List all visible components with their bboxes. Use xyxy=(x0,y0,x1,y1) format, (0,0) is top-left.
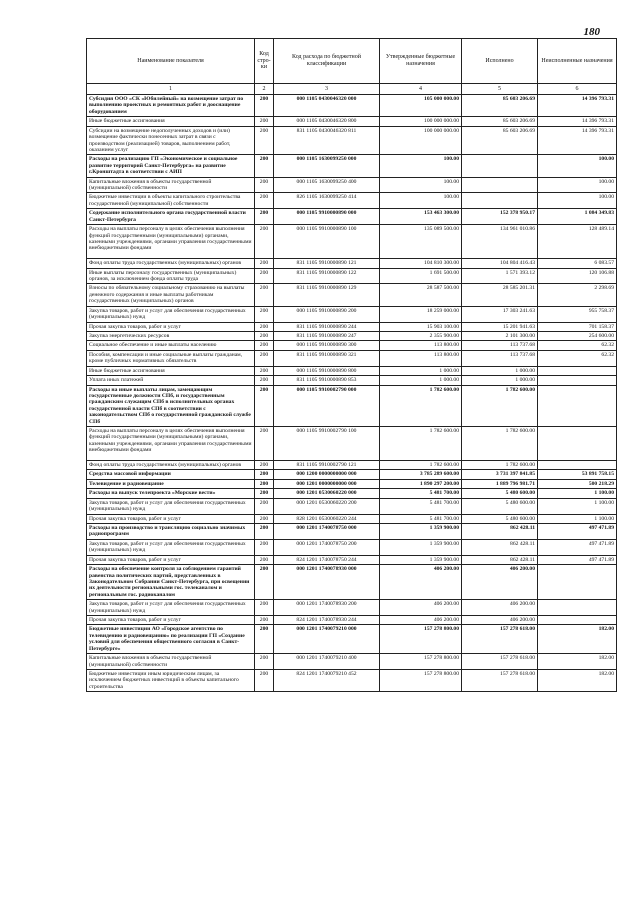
approved-amount-cell: 1 359 900.00 xyxy=(380,523,462,539)
budget-code-cell: 000 1201 1740079210 000 xyxy=(274,625,380,654)
line-code-cell: 200 xyxy=(255,331,274,340)
executed-amount-cell: 28 585 201.31 xyxy=(462,284,538,306)
line-code-cell: 200 xyxy=(255,350,274,366)
executed-amount-cell: 5 480 600.00 xyxy=(462,498,538,514)
line-code-cell: 200 xyxy=(255,177,274,193)
column-number: 6 xyxy=(538,84,617,95)
line-code-cell: 200 xyxy=(255,268,274,284)
indicator-name-cell: Фонд оплаты труда государственных (муниципальных) органов xyxy=(87,461,255,470)
indicator-name-cell: Субсидия ООО «СК «Юбилейный» на возмещение затрат по выполнению проектных и ремонтных работ и дооснащение оборудованием xyxy=(87,95,255,117)
unexecuted-amount-cell: 497 471.89 xyxy=(538,555,617,564)
column-number-row xyxy=(87,84,617,95)
line-code-cell: 200 xyxy=(255,376,274,385)
executed-amount-cell: 5 480 600.00 xyxy=(462,514,538,523)
indicator-name-cell: Закупка товаров, работ и услуг для обеспечения государственных (муниципальных) нужд xyxy=(87,498,255,514)
line-code-cell: 200 xyxy=(255,600,274,616)
budget-code-cell: 831 1105 9910000890 129 xyxy=(274,284,380,306)
budget-code-cell: 824 1201 1740078750 244 xyxy=(274,555,380,564)
indicator-name-cell: Уплата иных платежей xyxy=(87,376,255,385)
approved-amount-cell: 1 000.00 xyxy=(380,376,462,385)
budget-code-cell: 000 1201 1740078930 000 xyxy=(274,565,380,600)
approved-amount-cell: 15 903 100.00 xyxy=(380,322,462,331)
column-number: 2 xyxy=(255,84,274,95)
table-row xyxy=(87,193,617,209)
approved-amount-cell: 406 200.00 xyxy=(380,565,462,600)
table-row xyxy=(87,95,617,117)
column-header-indicator-name: Наименование показателя xyxy=(87,39,255,84)
indicator-name-cell: Закупка товаров, работ и услуг для обеспечения государственных (муниципальных) нужд xyxy=(87,539,255,555)
unexecuted-amount-cell: 6 083.57 xyxy=(538,259,617,268)
approved-amount-cell: 1 890 297 200.00 xyxy=(380,479,462,488)
approved-amount-cell: 5 481 700.00 xyxy=(380,514,462,523)
approved-amount-cell: 1 359 900.00 xyxy=(380,539,462,555)
column-header-line-code: Код стро-ки xyxy=(255,39,274,84)
indicator-name-cell: Средства массовой информации xyxy=(87,470,255,479)
budget-code-cell: 000 1105 0430046320 000 xyxy=(274,95,380,117)
table-row xyxy=(87,461,617,470)
budget-code-cell: 000 1105 1630099250 400 xyxy=(274,177,380,193)
table-row xyxy=(87,600,617,616)
approved-amount-cell: 100 000 000.00 xyxy=(380,117,462,126)
indicator-name-cell: Расходы на выплаты персоналу в целях обеспечения выполнения функций государственными (муниципальными) органами, казенными учреждениями, органами управления государственными внебюджетными фондами xyxy=(87,427,255,461)
budget-code-cell: 000 1201 0530060220 200 xyxy=(274,498,380,514)
budget-code-cell: 831 1105 9910000890 122 xyxy=(274,268,380,284)
approved-amount-cell: 18 259 000.00 xyxy=(380,306,462,322)
indicator-name-cell: Телевидение и радиовещание xyxy=(87,479,255,488)
indicator-name-cell: Расходы на выпуск телепроекта «Морские вести» xyxy=(87,489,255,498)
column-number: 4 xyxy=(380,84,462,95)
line-code-cell: 200 xyxy=(255,95,274,117)
indicator-name-cell: Расходы на производство и трансляцию социально значимых радиопрограмм xyxy=(87,523,255,539)
budget-code-cell: 000 1201 0530060220 000 xyxy=(274,489,380,498)
indicator-name-cell: Прочая закупка товаров, работ и услуг xyxy=(87,555,255,564)
table-row xyxy=(87,479,617,488)
unexecuted-amount-cell: 62.32 xyxy=(538,350,617,366)
indicator-name-cell: Прочая закупка товаров, работ и услуг xyxy=(87,616,255,625)
table-row xyxy=(87,126,617,155)
executed-amount-cell xyxy=(462,177,538,193)
budget-code-cell: 000 1105 9910000890 300 xyxy=(274,341,380,350)
line-code-cell: 200 xyxy=(255,385,274,427)
budget-code-cell: 824 1201 1740078930 244 xyxy=(274,616,380,625)
unexecuted-amount-cell: 701 158.37 xyxy=(538,322,617,331)
table-row xyxy=(87,385,617,427)
unexecuted-amount-cell xyxy=(538,565,617,600)
table-row xyxy=(87,155,617,177)
executed-amount-cell: 15 201 941.63 xyxy=(462,322,538,331)
unexecuted-amount-cell xyxy=(538,366,617,375)
budget-code-cell: 000 1201 1740078750 200 xyxy=(274,539,380,555)
column-header-unexecuted: Неисполненные назначения xyxy=(538,39,617,84)
column-number: 3 xyxy=(274,84,380,95)
executed-amount-cell: 1 782 600.00 xyxy=(462,427,538,461)
budget-code-cell: 826 1105 1630099250 414 xyxy=(274,193,380,209)
unexecuted-amount-cell: 1 100.00 xyxy=(538,514,617,523)
approved-amount-cell: 5 481 700.00 xyxy=(380,489,462,498)
executed-amount-cell: 157 278 618.00 xyxy=(462,670,538,692)
table-row xyxy=(87,350,617,366)
executed-amount-cell: 862 428.11 xyxy=(462,523,538,539)
line-code-cell: 200 xyxy=(255,209,274,225)
indicator-name-cell: Социальное обеспечение и иные выплаты населению xyxy=(87,341,255,350)
unexecuted-amount-cell xyxy=(538,385,617,427)
table-row xyxy=(87,625,617,654)
indicator-name-cell: Бюджетные инвестиции АО «Городское агентство по телевидению и радиовещанию» по реализации ГП «Создание условий для обеспечения общественного согласия в Санкт-Петербурге» xyxy=(87,625,255,654)
unexecuted-amount-cell: 100.00 xyxy=(538,177,617,193)
indicator-name-cell: Фонд оплаты труда государственных (муниципальных) органов xyxy=(87,259,255,268)
approved-amount-cell: 5 481 700.00 xyxy=(380,498,462,514)
approved-amount-cell: 113 800.00 xyxy=(380,350,462,366)
indicator-name-cell: Расходы на реализацию ГП «Экономическое и социальное развитие территорий Санкт-Петербурга» на развитие г.Кронштадта в соответствии с АИП xyxy=(87,155,255,177)
unexecuted-amount-cell: 14 396 793.31 xyxy=(538,117,617,126)
line-code-cell: 200 xyxy=(255,341,274,350)
budget-code-cell: 000 1200 0000000000 000 xyxy=(274,470,380,479)
table-row xyxy=(87,470,617,479)
budget-code-cell: 000 1105 9910000890 800 xyxy=(274,366,380,375)
unexecuted-amount-cell: 500 218.29 xyxy=(538,479,617,488)
table-row xyxy=(87,555,617,564)
approved-amount-cell: 406 200.00 xyxy=(380,600,462,616)
executed-amount-cell: 1 571 393.12 xyxy=(462,268,538,284)
indicator-name-cell: Взносы по обязательному социальному страхованию на выплаты денежного содержания и иные выплаты работникам государственных (муниципальных) органов xyxy=(87,284,255,306)
approved-amount-cell: 1 359 900.00 xyxy=(380,555,462,564)
approved-amount-cell: 100.00 xyxy=(380,177,462,193)
line-code-cell: 200 xyxy=(255,498,274,514)
indicator-name-cell: Иные выплаты персоналу государственных (муниципальных) органов, за исключением фонда оплаты труда xyxy=(87,268,255,284)
unexecuted-amount-cell: 120 106.88 xyxy=(538,268,617,284)
approved-amount-cell: 100 000 000.00 xyxy=(380,126,462,155)
table-row xyxy=(87,616,617,625)
executed-amount-cell: 5 480 600.00 xyxy=(462,489,538,498)
budget-code-cell: 000 1105 0430046320 800 xyxy=(274,117,380,126)
indicator-name-cell: Капитальные вложения в объекты государственной (муниципальной) собственности xyxy=(87,177,255,193)
executed-amount-cell: 157 278 618.00 xyxy=(462,654,538,670)
line-code-cell: 200 xyxy=(255,427,274,461)
approved-amount-cell: 100.00 xyxy=(380,155,462,177)
table-row xyxy=(87,284,617,306)
unexecuted-amount-cell: 182.00 xyxy=(538,625,617,654)
approved-amount-cell: 135 089 500.00 xyxy=(380,225,462,259)
line-code-cell: 200 xyxy=(255,625,274,654)
table-row xyxy=(87,565,617,600)
executed-amount-cell: 1 889 796 981.71 xyxy=(462,479,538,488)
executed-amount-cell: 85 603 206.69 xyxy=(462,117,538,126)
table-row xyxy=(87,209,617,225)
table-row xyxy=(87,341,617,350)
unexecuted-amount-cell: 53 891 758.15 xyxy=(538,470,617,479)
approved-amount-cell: 113 800.00 xyxy=(380,341,462,350)
indicator-name-cell: Закупка энергетических ресурсов xyxy=(87,331,255,340)
approved-amount-cell: 157 278 800.00 xyxy=(380,625,462,654)
table-row xyxy=(87,539,617,555)
line-code-cell: 200 xyxy=(255,259,274,268)
indicator-name-cell: Капитальные вложения в объекты государственной (муниципальной) собственности xyxy=(87,654,255,670)
table-row xyxy=(87,117,617,126)
executed-amount-cell: 1 782 600.00 xyxy=(462,385,538,427)
budget-code-cell: 000 1201 1740079210 400 xyxy=(274,654,380,670)
table-row xyxy=(87,654,617,670)
approved-amount-cell: 153 463 300.00 xyxy=(380,209,462,225)
unexecuted-amount-cell: 100.00 xyxy=(538,193,617,209)
executed-amount-cell: 17 303 241.63 xyxy=(462,306,538,322)
executed-amount-cell: 406 200.00 xyxy=(462,616,538,625)
table-row xyxy=(87,366,617,375)
approved-amount-cell: 1 782 600.00 xyxy=(380,385,462,427)
indicator-name-cell: Расходы на иные выплаты лицам, замещающим государственные должности СПб, и государственным гражданским служащим СПб в исполнительных органах государственной власти СПб в соответствии с законодательством СПб о государственной гражданской службе СПб xyxy=(87,385,255,427)
unexecuted-amount-cell: 2 298.69 xyxy=(538,284,617,306)
line-code-cell: 200 xyxy=(255,565,274,600)
table-row xyxy=(87,514,617,523)
budget-code-cell: 000 1105 1630099250 000 xyxy=(274,155,380,177)
indicator-name-cell: Закупка товаров, работ и услуг для обеспечения государственных (муниципальных) нужд xyxy=(87,600,255,616)
unexecuted-amount-cell: 14 396 793.31 xyxy=(538,95,617,117)
line-code-cell: 200 xyxy=(255,514,274,523)
approved-amount-cell: 1 782 600.00 xyxy=(380,427,462,461)
approved-amount-cell: 105 000 000.00 xyxy=(380,95,462,117)
page-number: 180 xyxy=(583,26,600,38)
budget-code-cell: 831 1105 9910000890 121 xyxy=(274,259,380,268)
table-row xyxy=(87,376,617,385)
line-code-cell: 200 xyxy=(255,539,274,555)
line-code-cell: 200 xyxy=(255,670,274,692)
unexecuted-amount-cell: 955 758.37 xyxy=(538,306,617,322)
indicator-name-cell: Бюджетные инвестиции в объекты капитального строительства государственной (муниципальной) собственности xyxy=(87,193,255,209)
budget-code-cell: 828 1201 0530060220 244 xyxy=(274,514,380,523)
executed-amount-cell: 152 378 950.17 xyxy=(462,209,538,225)
executed-amount-cell: 862 428.11 xyxy=(462,539,538,555)
executed-amount-cell: 134 961 010.86 xyxy=(462,225,538,259)
executed-amount-cell: 113 737.68 xyxy=(462,350,538,366)
indicator-name-cell: Расходы на обеспечение контроля за соблюдением гарантий равенства политических партий, представленных в Законодательном Собрании Санкт-Петербурга, при освещении их деятельности региональными гос. телеканалом и региональным гос. радиоканалом xyxy=(87,565,255,600)
indicator-name-cell: Прочая закупка товаров, работ и услуг xyxy=(87,514,255,523)
line-code-cell: 200 xyxy=(255,155,274,177)
indicator-name-cell: Прочая закупка товаров, работ и услуг xyxy=(87,322,255,331)
unexecuted-amount-cell xyxy=(538,600,617,616)
budget-code-cell: 000 1105 9910002790 100 xyxy=(274,427,380,461)
executed-amount-cell: 2 101 300.00 xyxy=(462,331,538,340)
indicator-name-cell: Иные бюджетные ассигнования xyxy=(87,117,255,126)
table-row xyxy=(87,322,617,331)
executed-amount-cell: 406 200.00 xyxy=(462,565,538,600)
approved-amount-cell: 104 810 300.00 xyxy=(380,259,462,268)
executed-amount-cell: 862 428.11 xyxy=(462,555,538,564)
line-code-cell: 200 xyxy=(255,616,274,625)
unexecuted-amount-cell: 1 100.00 xyxy=(538,498,617,514)
unexecuted-amount-cell: 254 600.00 xyxy=(538,331,617,340)
unexecuted-amount-cell: 182.00 xyxy=(538,670,617,692)
indicator-name-cell: Иные бюджетные ассигнования xyxy=(87,366,255,375)
table-body xyxy=(87,95,617,692)
line-code-cell: 200 xyxy=(255,126,274,155)
line-code-cell: 200 xyxy=(255,366,274,375)
budget-code-cell: 000 1201 1740078750 000 xyxy=(274,523,380,539)
executed-amount-cell xyxy=(462,193,538,209)
table-row xyxy=(87,177,617,193)
budget-code-cell: 000 1201 0000000000 000 xyxy=(274,479,380,488)
budget-code-cell: 831 1105 9910000890 853 xyxy=(274,376,380,385)
table-row xyxy=(87,331,617,340)
line-code-cell: 200 xyxy=(255,479,274,488)
budget-code-cell: 831 1105 9910000890 247 xyxy=(274,331,380,340)
column-header-executed: Исполнено xyxy=(462,39,538,84)
executed-amount-cell: 406 200.00 xyxy=(462,600,538,616)
budget-code-cell: 831 1105 9910002790 121 xyxy=(274,461,380,470)
unexecuted-amount-cell xyxy=(538,616,617,625)
executed-amount-cell: 104 804 416.43 xyxy=(462,259,538,268)
column-number: 5 xyxy=(462,84,538,95)
column-number: 1 xyxy=(87,84,255,95)
budget-code-cell: 831 1105 9910000890 321 xyxy=(274,350,380,366)
unexecuted-amount-cell: 14 396 793.31 xyxy=(538,126,617,155)
unexecuted-amount-cell xyxy=(538,461,617,470)
executed-amount-cell: 1 000.00 xyxy=(462,366,538,375)
line-code-cell: 200 xyxy=(255,117,274,126)
line-code-cell: 200 xyxy=(255,654,274,670)
table-row xyxy=(87,489,617,498)
column-header-budget-code: Код расхода по бюджетной классификации xyxy=(274,39,380,84)
approved-amount-cell: 1 691 500.00 xyxy=(380,268,462,284)
approved-amount-cell: 3 785 289 600.00 xyxy=(380,470,462,479)
table-header-row xyxy=(87,39,617,84)
executed-amount-cell xyxy=(462,155,538,177)
executed-amount-cell: 1 782 600.00 xyxy=(462,461,538,470)
table-row xyxy=(87,268,617,284)
table-row xyxy=(87,523,617,539)
indicator-name-cell: Бюджетные инвестиции иным юридическим лицам, за исключением бюджетных инвестиций в объекты капитального строительства xyxy=(87,670,255,692)
indicator-name-cell: Закупка товаров, работ и услуг для обеспечения государственных (муниципальных) нужд xyxy=(87,306,255,322)
unexecuted-amount-cell: 100.00 xyxy=(538,155,617,177)
executed-amount-cell: 113 737.68 xyxy=(462,341,538,350)
executed-amount-cell: 157 278 618.00 xyxy=(462,625,538,654)
unexecuted-amount-cell: 128 489.14 xyxy=(538,225,617,259)
unexecuted-amount-cell: 1 100.00 xyxy=(538,489,617,498)
budget-code-cell: 831 1105 9910000890 244 xyxy=(274,322,380,331)
approved-amount-cell: 157 278 800.00 xyxy=(380,670,462,692)
budget-code-cell: 831 1105 0430046320 811 xyxy=(274,126,380,155)
budget-code-cell: 000 1201 1740078930 200 xyxy=(274,600,380,616)
indicator-name-cell: Содержание исполнительного органа государственной власти Санкт-Петербурга xyxy=(87,209,255,225)
unexecuted-amount-cell xyxy=(538,427,617,461)
indicator-name-cell: Пособия, компенсации и иные социальные выплаты гражданам, кроме публичных нормативных обязательств xyxy=(87,350,255,366)
unexecuted-amount-cell xyxy=(538,376,617,385)
budget-code-cell: 824 1201 1740079210 452 xyxy=(274,670,380,692)
approved-amount-cell: 157 278 800.00 xyxy=(380,654,462,670)
executed-amount-cell: 85 603 206.69 xyxy=(462,95,538,117)
line-code-cell: 200 xyxy=(255,461,274,470)
table-row xyxy=(87,427,617,461)
unexecuted-amount-cell: 62.32 xyxy=(538,341,617,350)
unexecuted-amount-cell: 497 471.89 xyxy=(538,539,617,555)
line-code-cell: 200 xyxy=(255,193,274,209)
approved-amount-cell: 2 355 900.00 xyxy=(380,331,462,340)
line-code-cell: 200 xyxy=(255,470,274,479)
budget-execution-table xyxy=(86,38,617,692)
unexecuted-amount-cell: 497 471.89 xyxy=(538,523,617,539)
executed-amount-cell: 3 731 397 841.85 xyxy=(462,470,538,479)
table-row xyxy=(87,225,617,259)
line-code-cell: 200 xyxy=(255,555,274,564)
budget-code-cell: 000 1105 9910002790 000 xyxy=(274,385,380,427)
budget-code-cell: 000 1105 9910000890 000 xyxy=(274,209,380,225)
table-row xyxy=(87,306,617,322)
approved-amount-cell: 28 587 500.00 xyxy=(380,284,462,306)
budget-code-cell: 000 1105 9910000890 100 xyxy=(274,225,380,259)
approved-amount-cell: 1 782 600.00 xyxy=(380,461,462,470)
line-code-cell: 200 xyxy=(255,489,274,498)
table-row xyxy=(87,670,617,692)
line-code-cell: 200 xyxy=(255,523,274,539)
line-code-cell: 200 xyxy=(255,322,274,331)
unexecuted-amount-cell: 182.00 xyxy=(538,654,617,670)
unexecuted-amount-cell: 1 084 349.83 xyxy=(538,209,617,225)
executed-amount-cell: 1 000.00 xyxy=(462,376,538,385)
executed-amount-cell: 85 603 206.69 xyxy=(462,126,538,155)
approved-amount-cell: 1 000.00 xyxy=(380,366,462,375)
table-row xyxy=(87,498,617,514)
budget-code-cell: 000 1105 9910000890 200 xyxy=(274,306,380,322)
line-code-cell: 200 xyxy=(255,306,274,322)
table-row xyxy=(87,259,617,268)
column-header-approved: Утвержденные бюджетные назначения xyxy=(380,39,462,84)
indicator-name-cell: Расходы на выплаты персоналу в целях обеспечения выполнения функций государственными (муниципальными) органами, казенными учреждениями, органами управления государственными внебюджетными фондами xyxy=(87,225,255,259)
approved-amount-cell: 406 200.00 xyxy=(380,616,462,625)
approved-amount-cell: 100.00 xyxy=(380,193,462,209)
line-code-cell: 200 xyxy=(255,284,274,306)
indicator-name-cell: Субсидии на возмещение недополученных доходов и (или) возмещение фактически понесенных затрат в связи с производством (реализацией) товаров, выполнением работ, оказанием услуг xyxy=(87,126,255,155)
line-code-cell: 200 xyxy=(255,225,274,259)
